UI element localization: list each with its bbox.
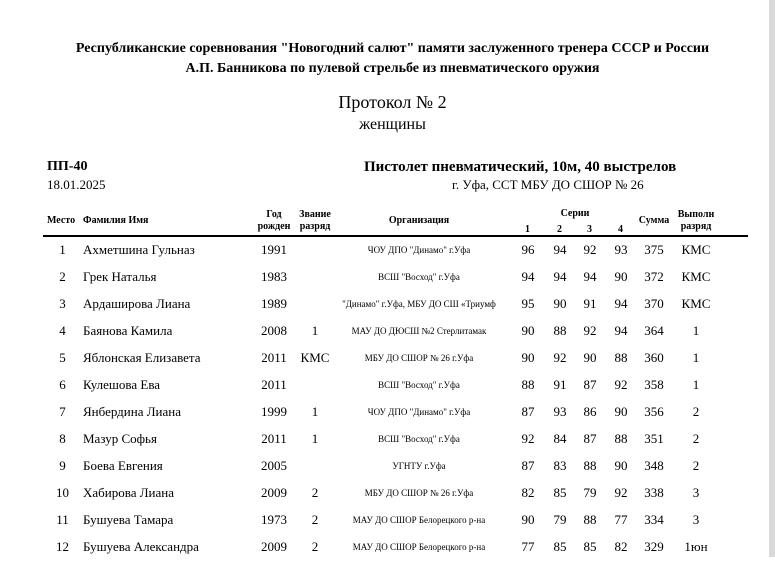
col-series-header: Серии [560, 208, 590, 219]
table-row [0, 458, 775, 485]
col-year-header [253, 209, 295, 233]
col-done-header [672, 209, 720, 233]
cell-year: 1973 [261, 512, 287, 527]
cell-rank: 2 [311, 539, 319, 554]
category-label: женщины [359, 116, 426, 133]
cell-s2: 85 [553, 539, 567, 554]
cell-org: МАУ ДО СШОР Белорецкого р-на [352, 542, 486, 552]
event-date: 18.01.2025 [47, 177, 106, 192]
cell-done: 2 [692, 458, 700, 473]
cell-year: 2011 [261, 377, 287, 392]
cell-s3: 91 [583, 296, 597, 311]
cell-place: 11 [56, 512, 69, 527]
cell-done: 3 [692, 485, 700, 500]
cell-s1: 90 [521, 323, 535, 338]
cell-org: "Динамо" г.Уфа, МБУ ДО СШ «Триумф [342, 299, 496, 309]
competition-title-line1: Республиканские соревнования "Новогодний салют" памяти заслуженного тренера СССР и России [75, 41, 710, 56]
cell-s3: 86 [583, 404, 597, 419]
cell-s1: 92 [521, 431, 535, 446]
cell-done: КМС [681, 242, 711, 257]
cell-s1: 82 [521, 485, 535, 500]
header-rule [43, 235, 748, 237]
col-series-3: 3 [587, 224, 592, 235]
cell-s1: 90 [521, 350, 535, 365]
col-year-header-line2: рожден [257, 221, 291, 232]
cell-s2: 94 [553, 269, 567, 284]
cell-org: ЧОУ ДПО "Динамо" г.Уфа [367, 245, 471, 255]
cell-s2: 84 [553, 431, 567, 446]
cell-s4: 92 [614, 485, 628, 500]
cell-s3: 79 [583, 485, 597, 500]
cell-s2: 88 [553, 323, 567, 338]
cell-place: 6 [59, 377, 66, 392]
cell-done: 1 [692, 377, 700, 392]
cell-org: ЧОУ ДПО "Динамо" г.Уфа [367, 407, 471, 417]
cell-s4: 82 [614, 539, 628, 554]
cell-s2: 90 [553, 296, 567, 311]
cell-done: КМС [681, 269, 711, 284]
col-series-2: 2 [557, 224, 562, 235]
table-row [0, 512, 775, 539]
col-done-header-line2: разряд [680, 221, 712, 232]
cell-s1: 77 [521, 539, 535, 554]
cell-name: Бушуева Тамара [83, 512, 174, 527]
cell-sum: 358 [644, 377, 664, 392]
cell-rank: КМС [300, 350, 330, 365]
cell-year: 1999 [261, 404, 287, 419]
cell-s3: 87 [583, 377, 597, 392]
cell-s2: 85 [553, 485, 567, 500]
cell-place: 10 [56, 485, 69, 500]
event-name: Пистолет пневматический, 10м, 40 выстрелов [364, 159, 677, 175]
table-row [0, 404, 775, 431]
cell-sum: 334 [644, 512, 664, 527]
cell-done: 3 [692, 512, 700, 527]
cell-place: 1 [59, 242, 66, 257]
col-series-1: 1 [525, 224, 530, 235]
cell-s2: 94 [553, 242, 567, 257]
cell-year: 2011 [261, 350, 287, 365]
table-row [0, 539, 775, 566]
cell-done: 2 [692, 404, 700, 419]
cell-s4: 88 [614, 350, 628, 365]
cell-s2: 79 [553, 512, 567, 527]
table-row [0, 323, 775, 350]
cell-sum: 364 [644, 323, 664, 338]
cell-year: 2005 [261, 458, 287, 473]
cell-year: 1989 [261, 296, 287, 311]
cell-done: 1 [692, 323, 700, 338]
cell-sum: 375 [644, 242, 664, 257]
cell-name: Бушуева Александра [83, 539, 199, 554]
cell-done: 1юн [684, 539, 708, 554]
cell-s3: 87 [583, 431, 597, 446]
cell-name: Ахметшина Гульназ [83, 242, 195, 257]
cell-s2: 92 [553, 350, 567, 365]
event-code: ПП-40 [47, 159, 88, 174]
cell-s4: 88 [614, 431, 628, 446]
cell-s4: 93 [614, 242, 628, 257]
cell-place: 4 [59, 323, 66, 338]
col-org-header: Организация [388, 215, 450, 226]
cell-org: МАУ ДО СШОР Белорецкого р-на [352, 515, 486, 525]
cell-name: Баянова Камила [83, 323, 173, 338]
cell-year: 1991 [261, 242, 287, 257]
cell-s1: 87 [521, 458, 535, 473]
cell-sum: 370 [644, 296, 664, 311]
cell-year: 1983 [261, 269, 287, 284]
cell-s4: 92 [614, 377, 628, 392]
cell-name: Янбердина Лиана [83, 404, 181, 419]
cell-place: 5 [59, 350, 66, 365]
cell-place: 3 [59, 296, 66, 311]
cell-sum: 348 [644, 458, 664, 473]
cell-s1: 95 [521, 296, 535, 311]
cell-org: ВСШ "Восход" г.Уфа [378, 434, 460, 444]
cell-name: Грек Наталья [83, 269, 157, 284]
cell-done: КМС [681, 296, 711, 311]
cell-s3: 92 [583, 242, 597, 257]
col-place-header: Место [47, 215, 76, 226]
cell-sum: 329 [644, 539, 664, 554]
cell-s3: 90 [583, 350, 597, 365]
cell-name: Хабирова Лиана [83, 485, 174, 500]
table-row [0, 350, 775, 377]
cell-s4: 77 [614, 512, 628, 527]
cell-done: 2 [692, 431, 700, 446]
cell-sum: 372 [644, 269, 664, 284]
cell-s1: 88 [521, 377, 535, 392]
cell-s4: 94 [614, 323, 628, 338]
cell-org: МБУ ДО СШОР № 26 г.Уфа [364, 353, 474, 363]
cell-s2: 93 [553, 404, 567, 419]
cell-sum: 351 [644, 431, 664, 446]
protocol-number: Протокол № 2 [338, 92, 447, 112]
col-name-header: Фамилия Имя [83, 215, 149, 226]
cell-org: ВСШ "Восход" г.Уфа [378, 272, 460, 282]
cell-s1: 96 [521, 242, 535, 257]
cell-name: Кулешова Ева [83, 377, 161, 392]
cell-sum: 356 [644, 404, 664, 419]
cell-s3: 92 [583, 323, 597, 338]
cell-rank: 1 [311, 323, 319, 338]
cell-s1: 94 [521, 269, 535, 284]
cell-name: Ардаширова Лиана [83, 296, 191, 311]
table-row [0, 269, 775, 296]
cell-org: МБУ ДО СШОР № 26 г.Уфа [364, 488, 474, 498]
table-row [0, 431, 775, 458]
cell-place: 7 [59, 404, 66, 419]
cell-rank: 1 [311, 431, 319, 446]
table-row [0, 242, 775, 269]
cell-done: 1 [692, 350, 700, 365]
cell-s3: 94 [583, 269, 597, 284]
cell-s2: 91 [553, 377, 567, 392]
col-rank-header-line2: разряд [299, 221, 331, 232]
cell-name: Яблонская Елизавета [83, 350, 201, 365]
col-rank-header-line1: Звание [299, 209, 331, 220]
col-sum-header: Сумма [638, 215, 670, 226]
cell-rank: 2 [311, 485, 319, 500]
cell-s2: 83 [553, 458, 567, 473]
cell-year: 2011 [261, 431, 287, 446]
cell-sum: 360 [644, 350, 664, 365]
cell-s1: 87 [521, 404, 535, 419]
cell-s4: 90 [614, 404, 628, 419]
cell-s4: 90 [614, 269, 628, 284]
cell-org: УГНТУ г.Уфа [392, 461, 446, 471]
table-row [0, 377, 775, 404]
cell-name: Боева Евгения [83, 458, 163, 473]
cell-s1: 90 [521, 512, 535, 527]
cell-org: ВСШ "Восход" г.Уфа [378, 380, 460, 390]
cell-s3: 88 [583, 458, 597, 473]
competition-title-line2: А.П. Банникова по пулевой стрельбе из пневматического оружия [185, 61, 600, 76]
cell-place: 2 [59, 269, 66, 284]
cell-rank: 2 [311, 512, 319, 527]
event-venue: г. Уфа, ССТ МБУ ДО СШОР № 26 [452, 177, 644, 192]
cell-year: 2009 [261, 485, 287, 500]
cell-place: 12 [56, 539, 69, 554]
cell-place: 8 [59, 431, 66, 446]
cell-s4: 90 [614, 458, 628, 473]
col-year-header-line1: Год [266, 209, 282, 220]
col-done-header-line1: Выполн [677, 209, 715, 220]
cell-year: 2008 [261, 323, 287, 338]
table-row [0, 485, 775, 512]
cell-sum: 338 [644, 485, 664, 500]
cell-year: 2009 [261, 539, 287, 554]
cell-name: Мазур Софья [83, 431, 157, 446]
col-rank-header [293, 209, 337, 233]
cell-rank: 1 [311, 404, 319, 419]
table-row [0, 296, 775, 323]
cell-place: 9 [59, 458, 66, 473]
cell-s3: 88 [583, 512, 597, 527]
cell-org: МАУ ДО ДЮСШ №2 Стерлитамак [351, 326, 487, 336]
cell-s4: 94 [614, 296, 628, 311]
col-series-4: 4 [618, 224, 623, 235]
cell-s3: 85 [583, 539, 597, 554]
